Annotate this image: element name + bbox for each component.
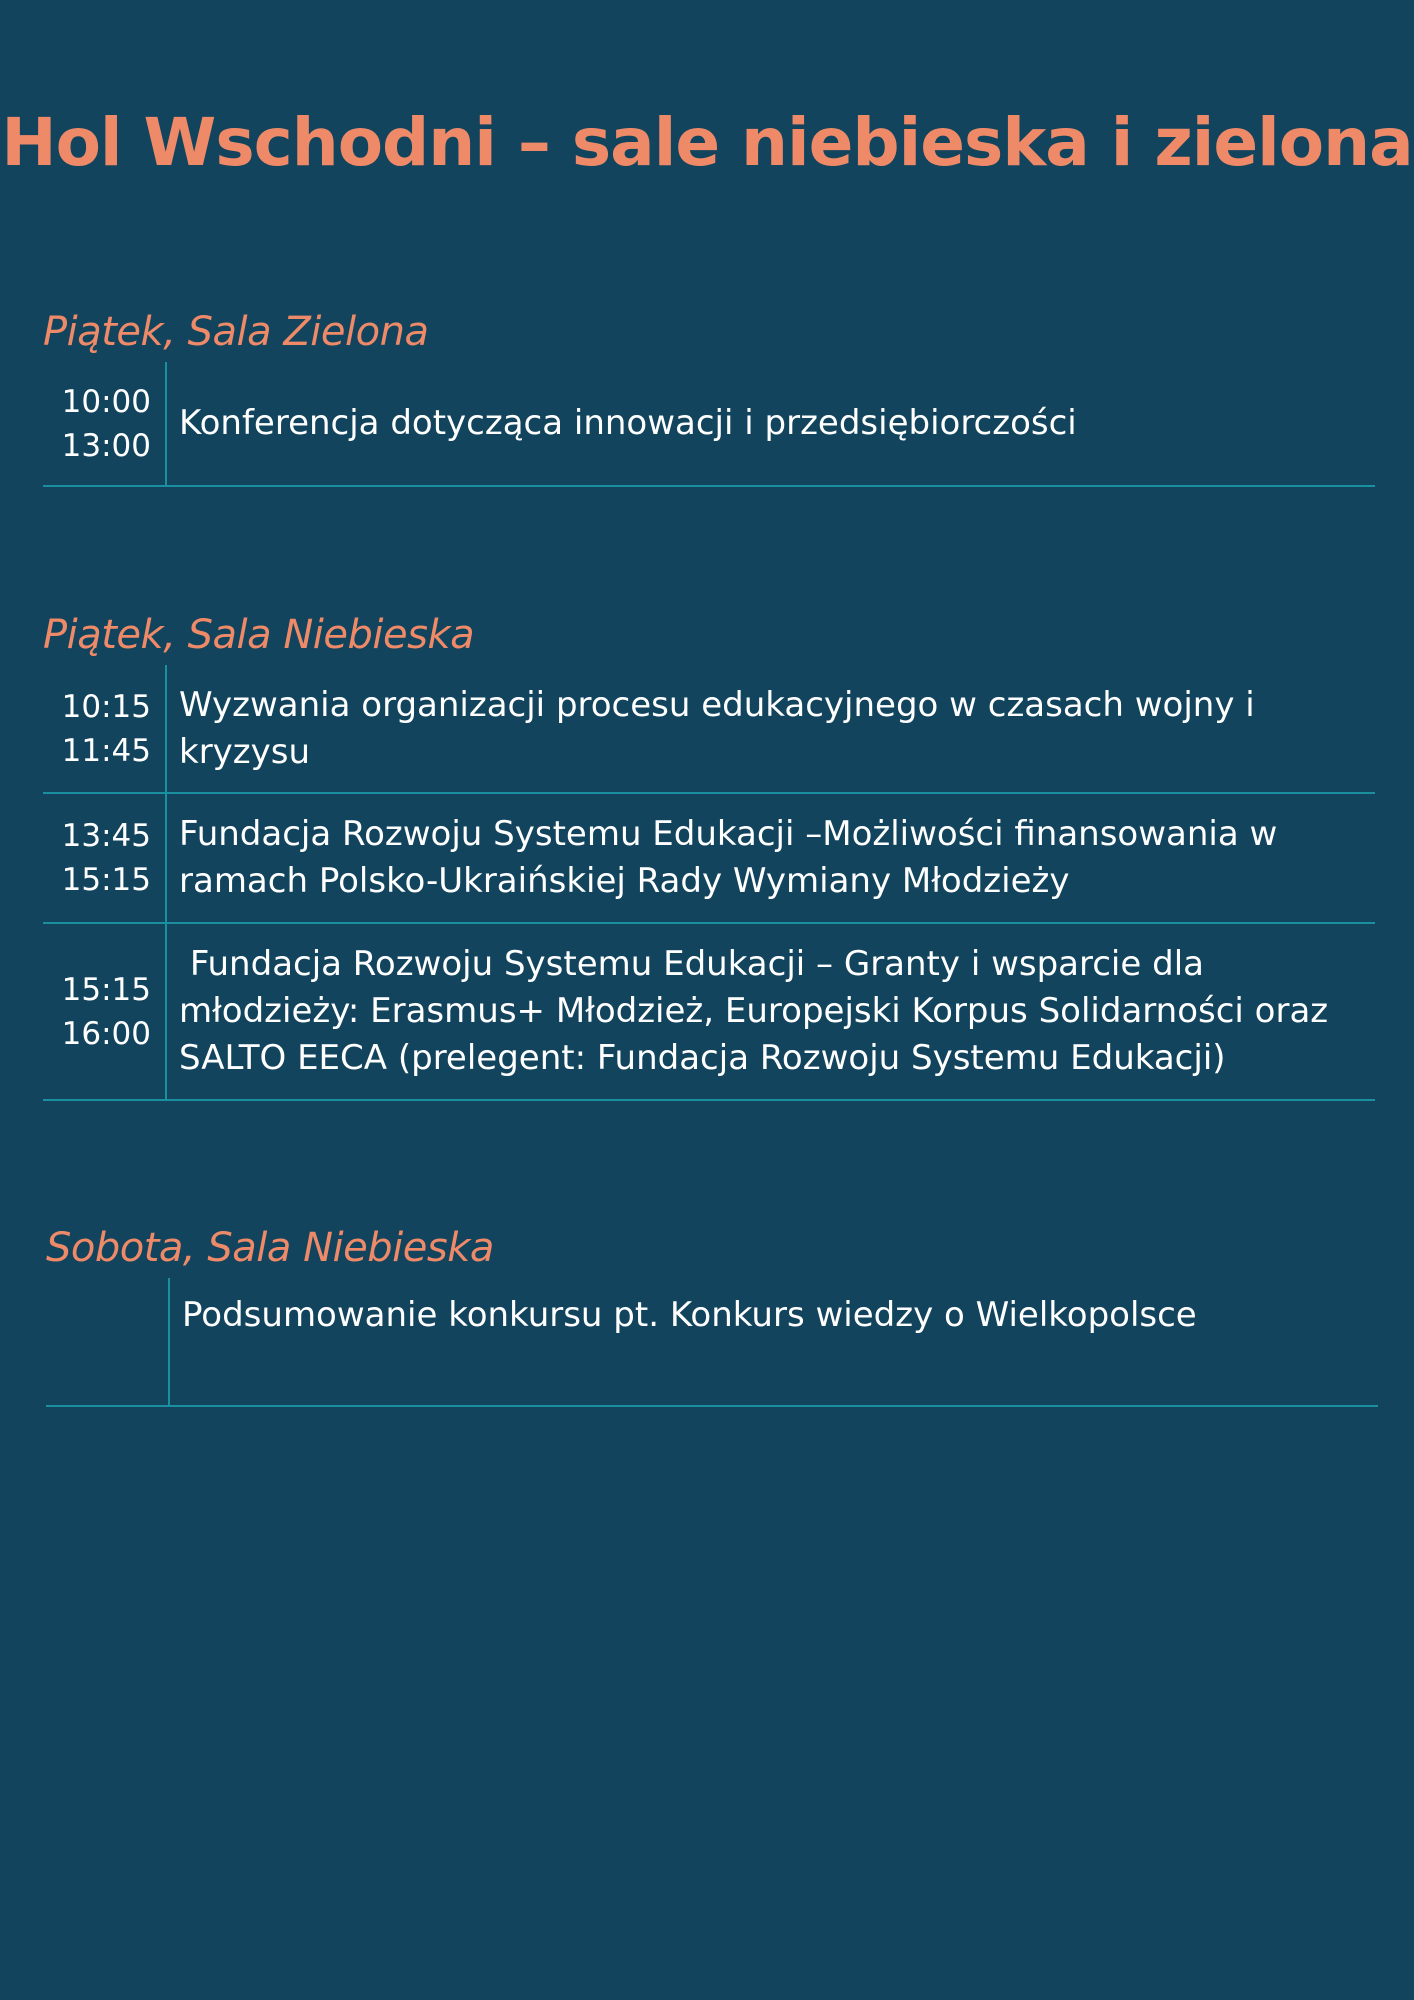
event-description [167,924,1375,1099]
event-title: Wyzwania organizacji procesu edukacyjnego w czasach wojny i kryzysu [179,684,1266,772]
event-title: Fundacja Rozwoju Systemu Edukacji – Granty i wsparcie dla młodzieży: Erasmus+ Młodzież, Europejski Korpus Solidarności oraz SALTO EECA (prelegent: Fundacja Rozwoju Systemu Edukacji) [179,944,1339,1078]
section-heading: Piątek, Sala Niebieska [43,612,475,658]
event-row [43,924,1375,1101]
event-title: Podsumowanie konkursu pt. Konkurs wiedzy o Wielkopolsce [182,1295,1197,1335]
event-end-time: 13:00 [61,427,151,464]
event-start-time: 10:15 [61,688,151,725]
event-time [43,924,167,1099]
event-end-time: 11:45 [61,732,151,769]
section-heading: Sobota, Sala Niebieska [46,1225,494,1271]
event-row [43,665,1375,794]
event-description [170,1278,1378,1405]
page-title: Hol Wschodni – sale niebieska i zielona [1,104,1413,181]
event-row [46,1278,1378,1407]
schedule-section-friday-green [43,305,1375,490]
schedule-section-saturday-blue [46,1221,1378,1411]
event-end-time: 15:15 [61,862,151,898]
event-row [43,362,1375,487]
event-end-time: 16:00 [61,1015,151,1052]
event-time [43,665,167,792]
event-description [167,362,1375,485]
event-start-time: 13:45 [61,818,151,854]
event-time [46,1278,170,1405]
event-list [43,665,1375,1101]
event-row [43,794,1375,924]
event-time [43,794,167,922]
event-title: Konferencja dotycząca innowacji i przedsiębiorczości [179,403,1077,443]
schedule-section-friday-blue [43,608,1375,1103]
event-list [46,1278,1378,1407]
event-start-time: 15:15 [61,971,151,1008]
event-title: Fundacja Rozwoju Systemu Edukacji –Możliwości finansowania w ramach Polsko-Ukraińskiej Rady Wymiany Młodzieży [179,814,1289,901]
section-heading: Piątek, Sala Zielona [43,309,429,355]
event-list [43,362,1375,487]
event-description [167,665,1375,792]
event-start-time: 10:00 [61,383,151,420]
event-time [43,362,167,485]
event-description [167,794,1375,922]
